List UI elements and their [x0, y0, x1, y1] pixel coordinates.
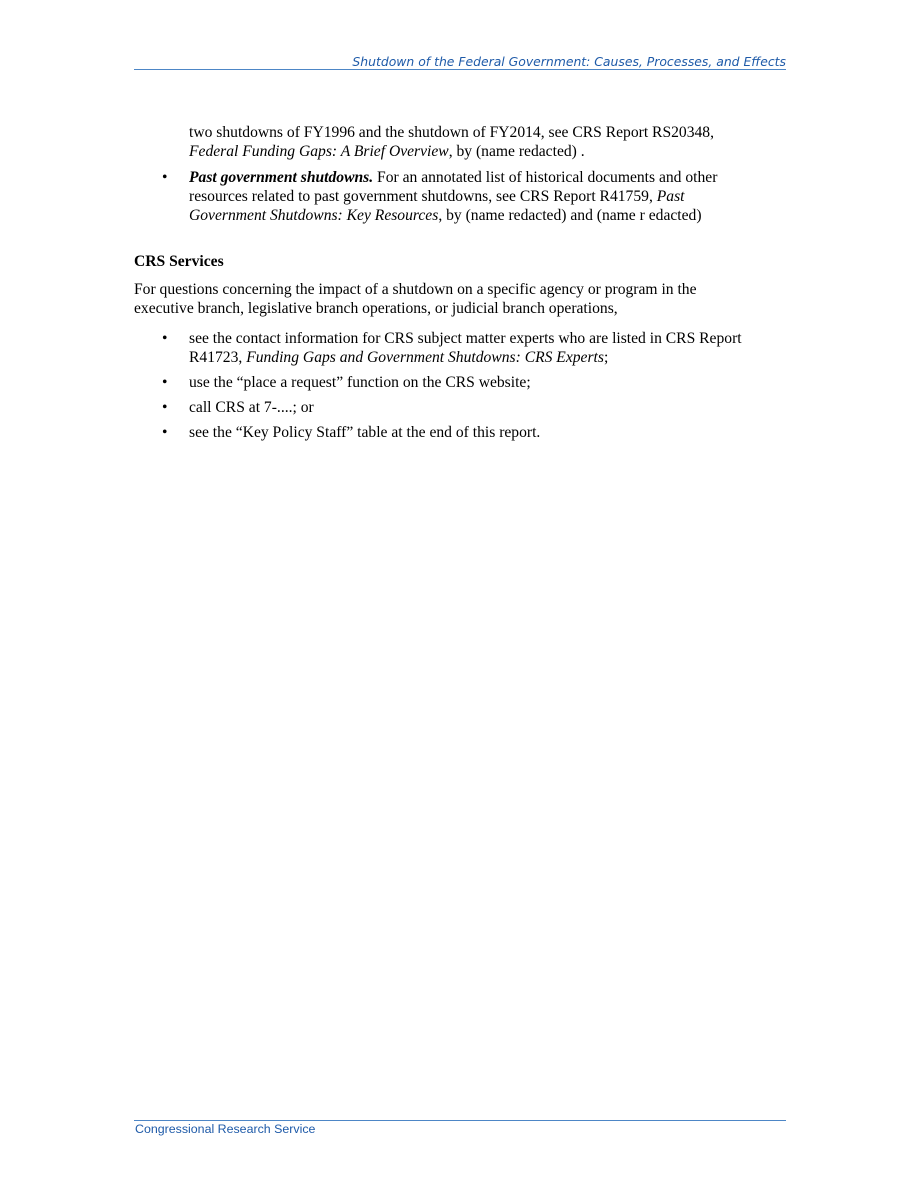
- bullet-icon: •: [162, 169, 168, 186]
- contact-experts-text-part1: see the contact information for CRS subject matter experts who are listed in CRS Report R41723,: [189, 330, 742, 366]
- past-shutdowns-text-part1: For an annotated list of historical documents and other resources related to past government shutdowns, see CRS Report R41759,: [189, 169, 718, 205]
- continued-text-part1: two shutdowns of FY1996 and the shutdown of FY2014, see CRS Report RS20348,: [189, 124, 715, 141]
- footer-org-name: Congressional Research Service: [135, 1122, 316, 1136]
- bullet-icon: •: [162, 330, 168, 347]
- report-title-past-government-shutdowns: Past Government Shutdowns: Key Resources: [189, 188, 685, 224]
- past-shutdowns-text-part2: , by (name redacted) and (name r edacted): [438, 207, 702, 224]
- bullet-icon: •: [162, 374, 168, 391]
- bullet-past-shutdowns-text: [189, 168, 749, 225]
- bullet-contact-experts-text: [189, 329, 749, 367]
- section-heading-crs-services: CRS Services: [134, 253, 224, 270]
- bullet-key-policy-staff-text: see the “Key Policy Staff” table at the end of this report.: [189, 424, 541, 441]
- bullet-lead-past-government-shutdowns: Past government shutdowns.: [189, 169, 374, 186]
- bullet-icon: •: [162, 399, 168, 416]
- report-title-federal-funding-gaps: Federal Funding Gaps: A Brief Overview: [189, 143, 449, 160]
- contact-experts-text-part2: ;: [603, 349, 609, 366]
- report-title-funding-gaps-experts: Funding Gaps and Government Shutdowns: CRS Experts: [246, 349, 604, 366]
- bullet-place-request-text: use the “place a request” function on the CRS website;: [189, 374, 531, 391]
- crs-services-intro: For questions concerning the impact of a shutdown on a specific agency or program in the executive branch, legislative branch operations, or judicial branch operations,: [134, 281, 697, 317]
- header-rule: [134, 69, 786, 70]
- continued-text-part2: , by (name redacted) .: [448, 143, 585, 160]
- running-header: Shutdown of the Federal Government: Causes, Processes, and Effects: [352, 54, 786, 69]
- bullet-call-crs-text: call CRS at 7-....; or: [189, 399, 314, 416]
- bullet-icon: •: [162, 424, 168, 441]
- continued-bullet-text: [189, 123, 749, 161]
- footer-rule: [134, 1120, 786, 1121]
